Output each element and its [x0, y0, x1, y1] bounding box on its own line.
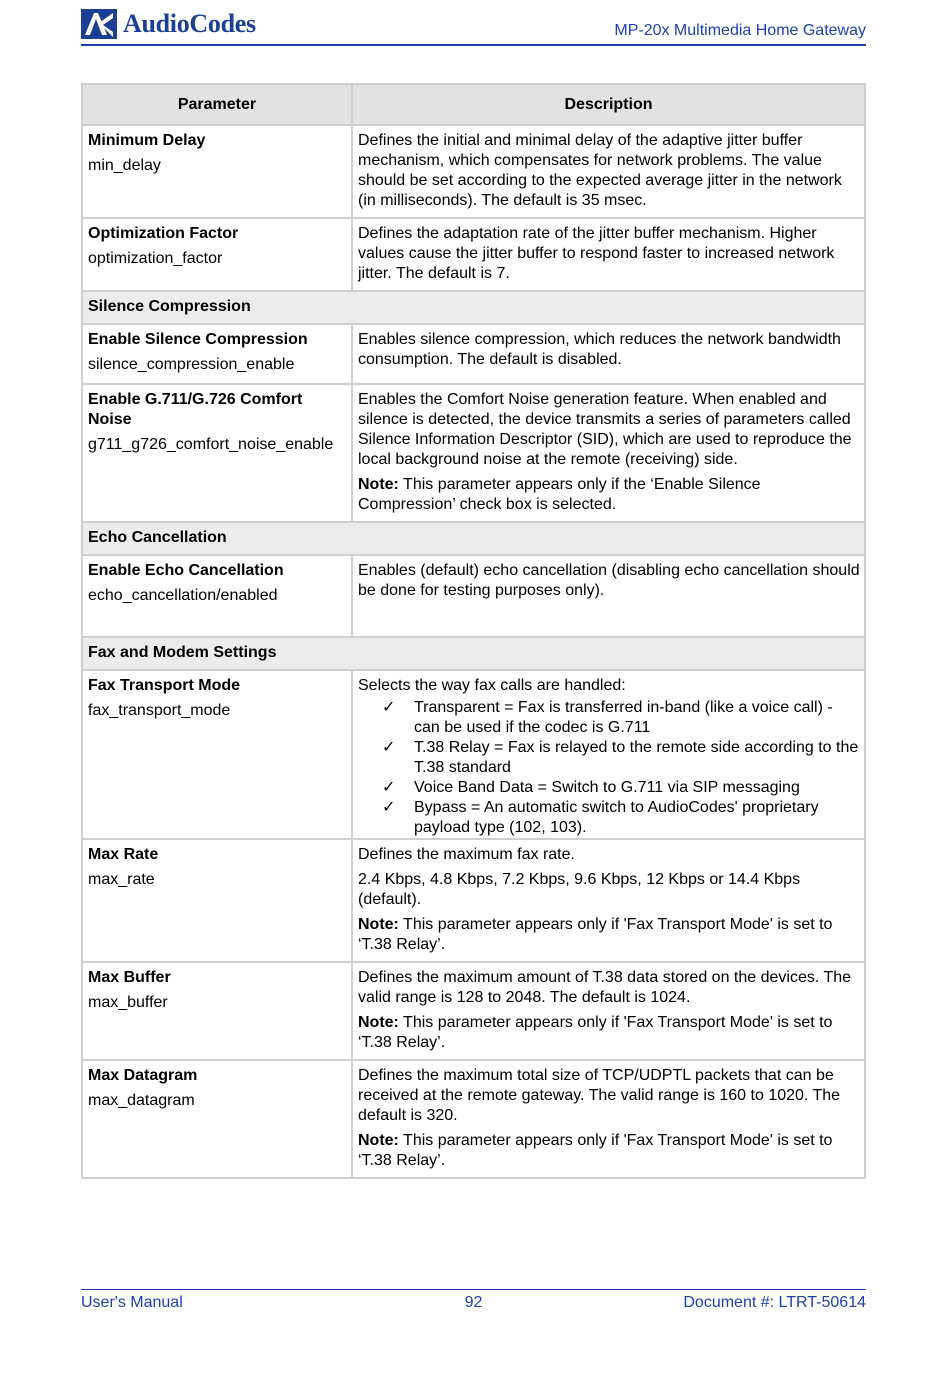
description-text: Defines the initial and minimal delay of the adaptive jitter buffer mechanism, which compensates for network problems. The value should be set according to the expected average jitter in the network (in milliseconds). The default is 35 msec. [358, 132, 842, 209]
section-row [82, 522, 865, 555]
note-text [358, 1013, 861, 1053]
parameter-cell [82, 324, 352, 384]
column-header-parameter: Parameter [82, 84, 352, 125]
section-heading: Echo Cancellation [82, 522, 865, 555]
logo [81, 6, 256, 42]
section-row [82, 637, 865, 670]
list-item [358, 798, 861, 838]
description-cell [352, 384, 865, 522]
description-cell [352, 555, 865, 637]
note-body: This parameter appears only if 'Fax Transport Mode' is set to ‘T.38 Relay’. [358, 916, 833, 953]
parameter-cell [82, 384, 352, 522]
description-text: 2.4 Kbps, 4.8 Kbps, 7.2 Kbps, 9.6 Kbps, 12 Kbps or 14.4 Kbps (default). [358, 871, 801, 908]
note-body: This parameter appears only if 'Fax Transport Mode' is set to ‘T.38 Relay’. [358, 1132, 833, 1169]
parameter-cell [82, 962, 352, 1060]
parameter-cell [82, 839, 352, 962]
parameter-name: Max Rate [88, 846, 159, 863]
parameter-table [81, 83, 866, 1179]
checkmark-icon: ✓ [382, 779, 396, 796]
description-cell [352, 962, 865, 1060]
table-row [82, 1060, 865, 1178]
table-row [82, 125, 865, 218]
description-text: Enables the Comfort Noise generation feature. When enabled and silence is detected, the device transmits a series of parameters called Silence Information Descriptor (SID), which are used to reproduce the local background noise at the remote (receiving) side. [358, 391, 852, 468]
checkmark-icon: ✓ [382, 699, 396, 716]
logo-text: AudioCodes [123, 9, 256, 38]
section-heading: Silence Compression [82, 291, 865, 324]
parameter-cell [82, 555, 352, 637]
note-text [358, 915, 861, 955]
note-label: Note: [358, 1132, 399, 1149]
parameter-id: max_rate [88, 871, 155, 888]
description-text: Defines the adaptation rate of the jitter buffer mechanism. Higher values cause the jitter buffer to respond faster to increased network jitter. The default is 7. [358, 225, 835, 282]
parameter-id: max_buffer [88, 994, 168, 1011]
note-label: Note: [358, 1014, 399, 1031]
list-item [358, 778, 861, 798]
parameter-cell [82, 670, 352, 839]
parameter-id: echo_cancellation/enabled [88, 587, 278, 604]
description-text: Enables silence compression, which reduces the network bandwidth consumption. The default is disabled. [358, 331, 841, 368]
parameter-name: Enable Echo Cancellation [88, 562, 284, 579]
parameter-name: Max Buffer [88, 969, 171, 986]
table-row [82, 839, 865, 962]
parameter-name: Enable Silence Compression [88, 331, 308, 348]
description-cell [352, 839, 865, 962]
description-text: Defines the maximum amount of T.38 data stored on the devices. The valid range is 128 to 2048. The default is 1024. [358, 969, 852, 1006]
note-label: Note: [358, 476, 399, 493]
note-body: This parameter appears only if 'Fax Transport Mode' is set to ‘T.38 Relay’. [358, 1014, 833, 1051]
table-row [82, 555, 865, 637]
checkmark-icon: ✓ [382, 799, 396, 816]
note-text [358, 1131, 861, 1171]
footer-manual-label: User's Manual [81, 1294, 183, 1311]
parameter-cell [82, 125, 352, 218]
parameter-cell [82, 218, 352, 291]
table-row [82, 324, 865, 384]
option-text: T.38 Relay = Fax is relayed to the remote side according to the T.38 standard [414, 739, 859, 776]
table-row [82, 384, 865, 522]
page-number: 92 [464, 1294, 483, 1311]
parameter-name: Minimum Delay [88, 132, 206, 149]
parameter-id: optimization_factor [88, 250, 223, 267]
option-text: Transparent = Fax is transferred in-band (like a voice call) - can be used if the codec is G.711 [414, 699, 833, 736]
parameter-name: Optimization Factor [88, 225, 239, 242]
description-text: Defines the maximum fax rate. [358, 846, 575, 863]
description-text: Enables (default) echo cancellation (disabling echo cancellation should be done for testing purposes only). [358, 562, 860, 599]
parameter-id: max_datagram [88, 1092, 195, 1109]
option-list [358, 698, 861, 838]
table-row [82, 962, 865, 1060]
table-row [82, 218, 865, 291]
description-cell [352, 218, 865, 291]
document-number: Document #: LTRT-50614 [683, 1294, 866, 1311]
parameter-name: Max Datagram [88, 1067, 198, 1084]
footer-divider [81, 1289, 866, 1290]
description-cell [352, 670, 865, 839]
list-item [358, 698, 861, 738]
section-heading: Fax and Modem Settings [82, 637, 865, 670]
option-text: Voice Band Data = Switch to G.711 via SIP messaging [414, 779, 800, 796]
parameter-id: silence_compression_enable [88, 356, 295, 373]
list-item [358, 738, 861, 778]
parameter-id: fax_transport_mode [88, 702, 231, 719]
checkmark-icon: ✓ [382, 739, 396, 756]
description-cell [352, 324, 865, 384]
description-text: Selects the way fax calls are handled: [358, 677, 626, 694]
audiocodes-logo-icon [81, 9, 117, 39]
parameter-cell [82, 1060, 352, 1178]
option-text: Bypass = An automatic switch to AudioCodes' proprietary payload type (102, 103). [414, 799, 819, 836]
header-divider [81, 44, 866, 46]
note-body: This parameter appears only if the ‘Enable Silence Compression’ check box is selected. [358, 476, 761, 513]
parameter-name: Fax Transport Mode [88, 677, 241, 694]
section-row [82, 291, 865, 324]
note-label: Note: [358, 916, 399, 933]
document-title: MP-20x Multimedia Home Gateway [614, 22, 866, 39]
parameter-name: Enable G.711/G.726 Comfort Noise [88, 391, 303, 428]
parameter-id: min_delay [88, 157, 161, 174]
description-cell [352, 125, 865, 218]
table-header-row [82, 84, 865, 125]
column-header-description: Description [352, 84, 865, 125]
table-row [82, 670, 865, 839]
description-text: Defines the maximum total size of TCP/UDPTL packets that can be received at the remote gateway. The valid range is 160 to 1020. The default is 320. [358, 1067, 841, 1124]
description-cell [352, 1060, 865, 1178]
page-header [81, 6, 866, 46]
note-text [358, 475, 861, 515]
parameter-id: g711_g726_comfort_noise_enable [88, 436, 334, 453]
